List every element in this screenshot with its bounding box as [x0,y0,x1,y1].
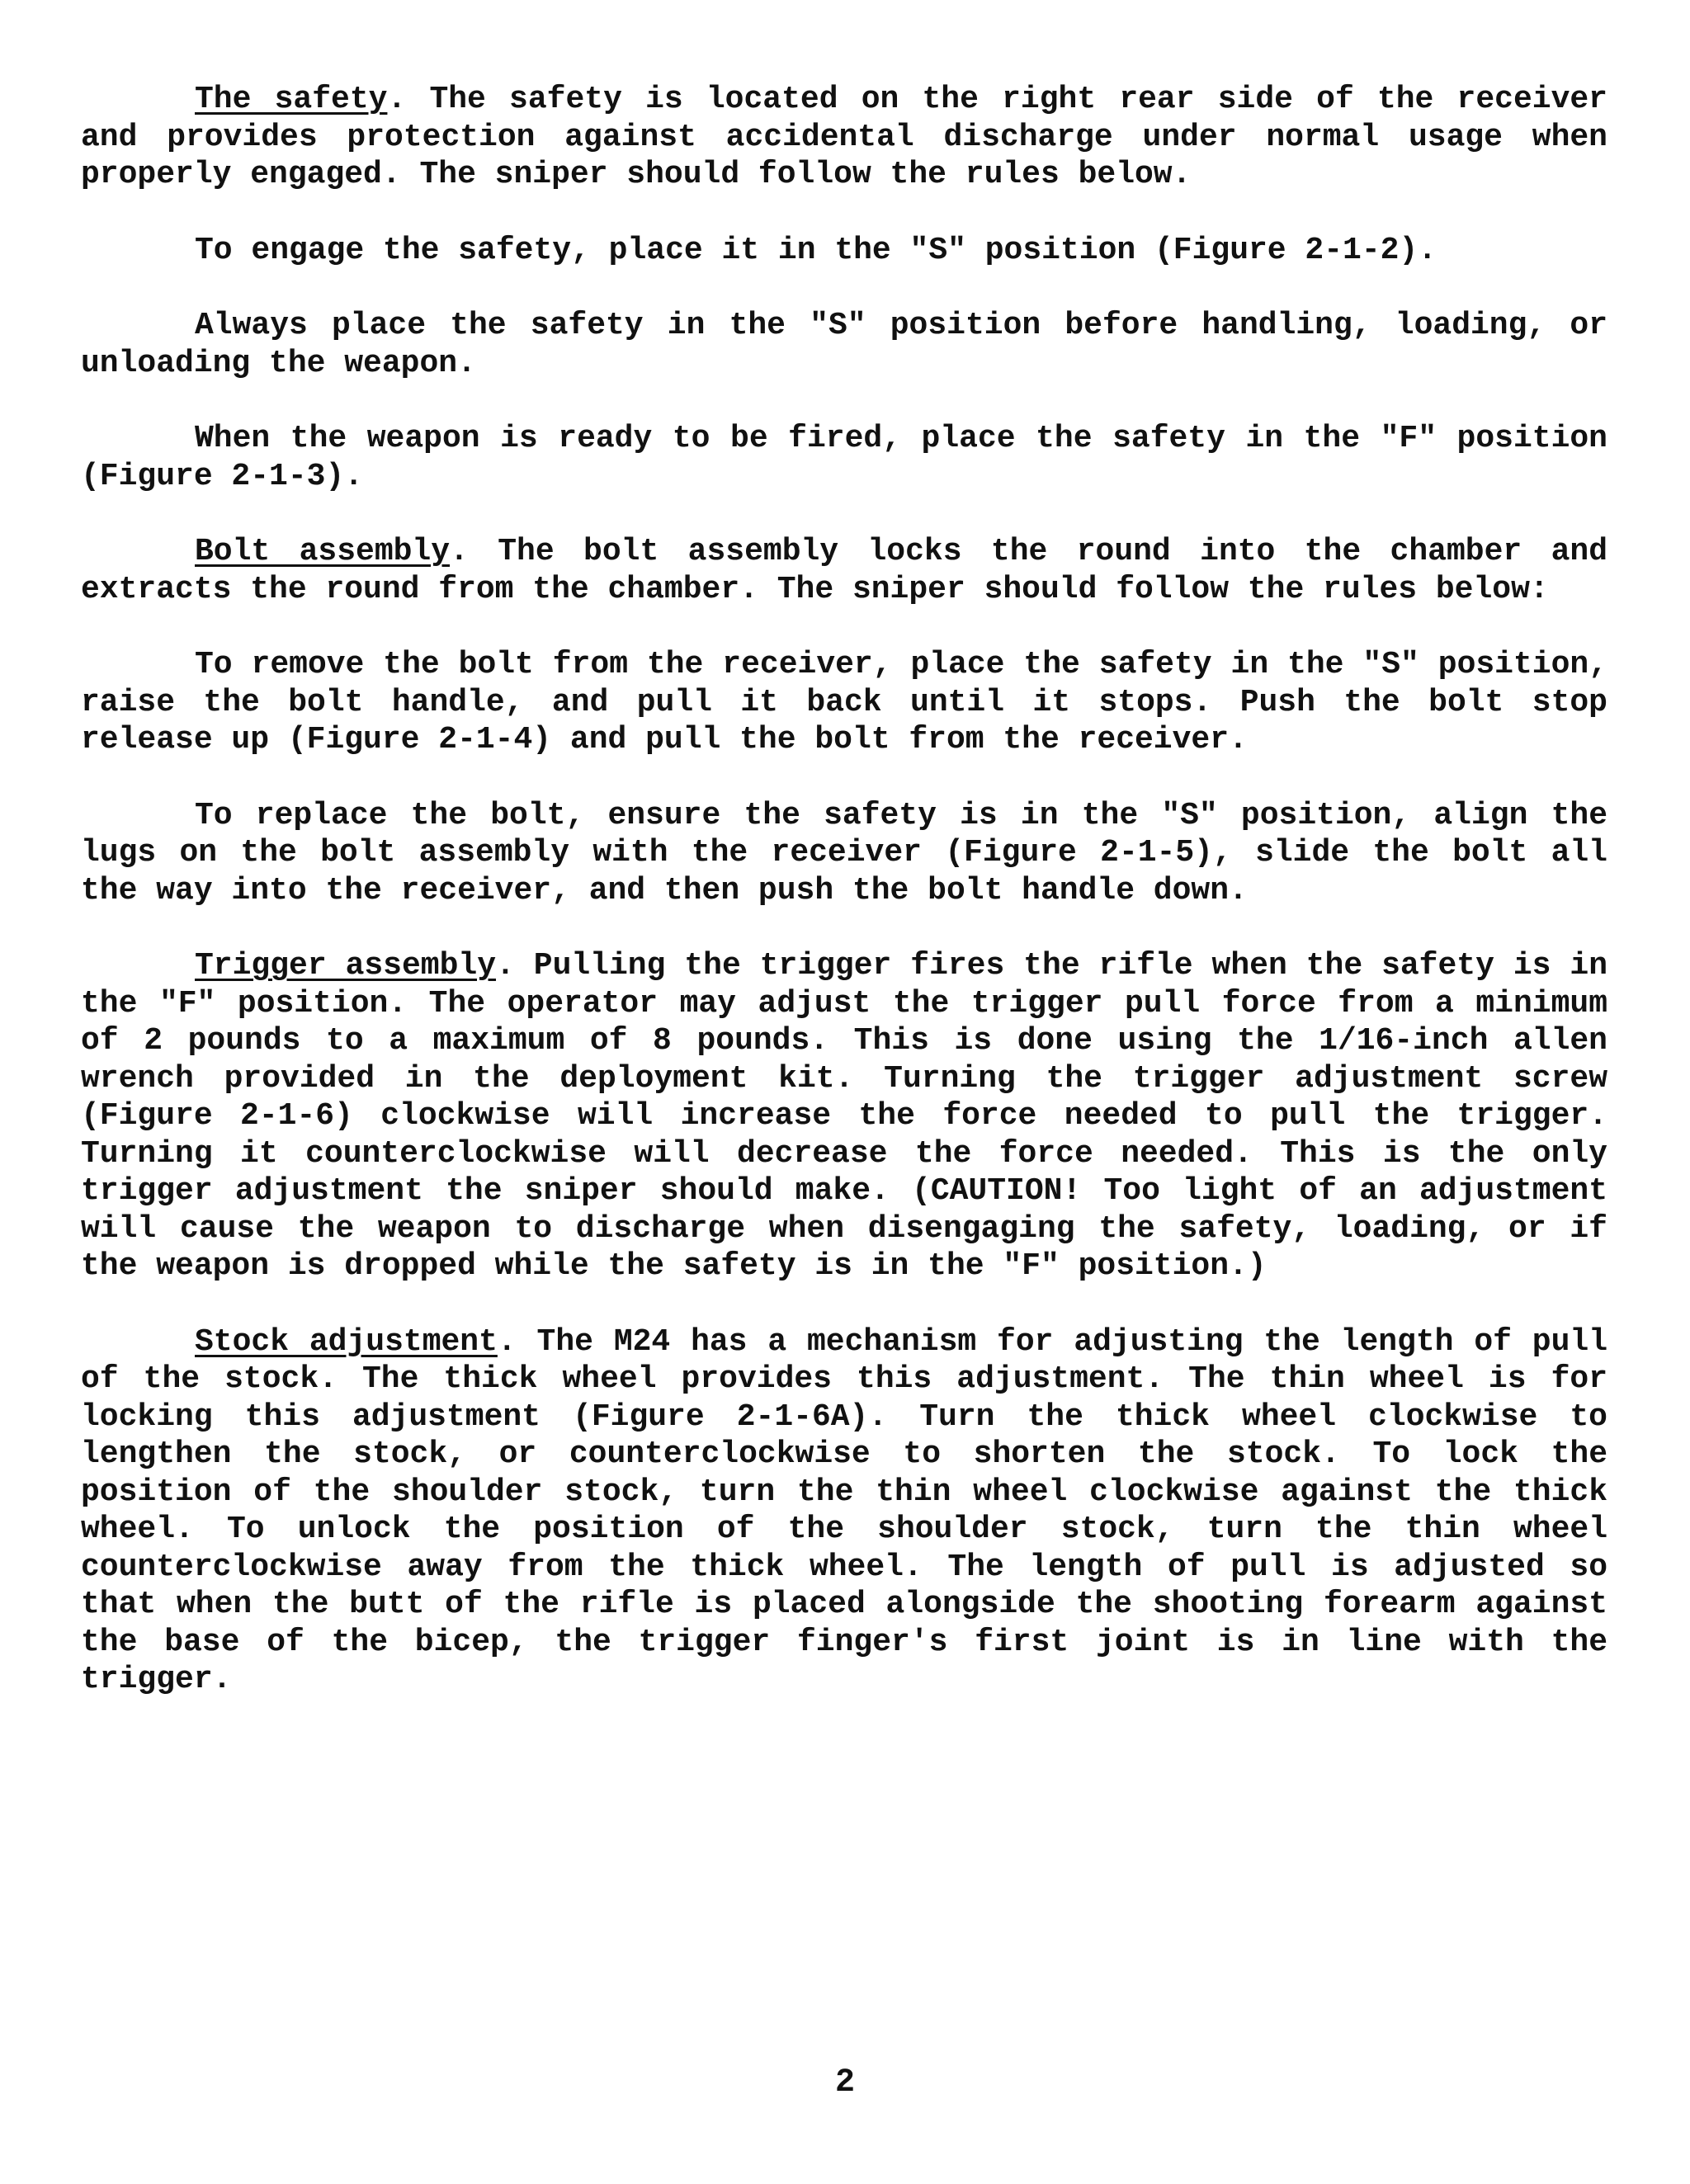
paragraph-bolt-assembly [81,533,1607,608]
heading-the-safety: The safety [195,82,388,117]
paragraph-ready-to-fire [81,420,1607,495]
paragraph-remove-bolt [81,646,1607,759]
heading-stock-adjustment: Stock adjustment [195,1323,498,1360]
paragraph-text: To replace the bolt, ensure the safety is in the "S" position, align the lugs on the bolt assembly with the receiver (Figure 2-1-5), slide the bolt all the way into the receiver, and then push the bolt handle down. [81,797,1607,908]
paragraph-text: . The bolt assembly locks the round into the chamber and extracts the round from the chamber. The sniper should follow the rules below: [81,534,1607,607]
paragraph-text: . The M24 has a mechanism for adjusting the length of pull of the stock. The thick wheel provides this adjustment. The thin wheel is for locking this adjustment (Figure 2-1-6A). Turn the thick wheel clockwise to lengthen the stock, or counterclockwise to shorten the stock. To lock the position of the shoulder stock, turn the thin wheel clockwise against the thick wheel. To unlock the position of the shoulder stock, turn the thin wheel counterclockwise away from the thick wheel. The length of pull is adjusted so that when the butt of the rifle is placed alongside the shooting forearm against the base of the bicep, the trigger finger's first joint is in line with the trigger. [81,1323,1607,1697]
paragraph-text: When the weapon is ready to be fired, place the safety in the "F" position (Figure 2-1-3). [81,421,1607,494]
paragraph-trigger-assembly [81,947,1607,1285]
paragraph-text: Always place the safety in the "S" position before handling, loading, or unloading the weapon. [81,308,1607,381]
heading-trigger-assembly: Trigger assembly [195,948,497,984]
paragraph-engage-safety [81,232,1607,270]
page-number: 2 [834,2064,855,2101]
body-text [81,81,1607,1737]
paragraph-text: . Pulling the trigger fires the rifle when the safety is in the "F" position. The operator may adjust the trigger pull force from a minimum of 2 pounds to a maximum of 8 pounds. This is done using the 1/16-inch allen wrench provided in the deployment kit. Turning the trigger adjustment screw (Figure 2-1-6) clockwise will increase the force needed to pull the trigger. Turning it counterclockwise will decrease the force needed. This is the only trigger adjustment the sniper should make. (CAUTION! Too light of an adjustment will cause the weapon to discharge when disengaging the safety, loading, or if the weapon is dropped while the safety is in the "F" position.) [81,948,1608,1284]
heading-bolt-assembly: Bolt assembly [195,534,451,569]
paragraph-always-safety [81,307,1607,382]
paragraph-text: To remove the bolt from the receiver, place the safety in the "S" position, raise the bolt handle, and pull it back until it stops. Push the bolt stop release up (Figure 2-1-4) and pull the bolt from the receiver. [81,647,1607,757]
paragraph-text: . The safety is located on the right rear side of the receiver and provides protection against accidental discharge under normal usage when properly engaged. The sniper should follow the rules below. [81,82,1607,192]
paragraph-stock-adjustment [81,1323,1607,1699]
paragraph-replace-bolt [81,797,1607,910]
paragraph-safety [81,81,1607,194]
paragraph-text: To engage the safety, place it in the "S" position (Figure 2-1-2). [195,232,1437,268]
